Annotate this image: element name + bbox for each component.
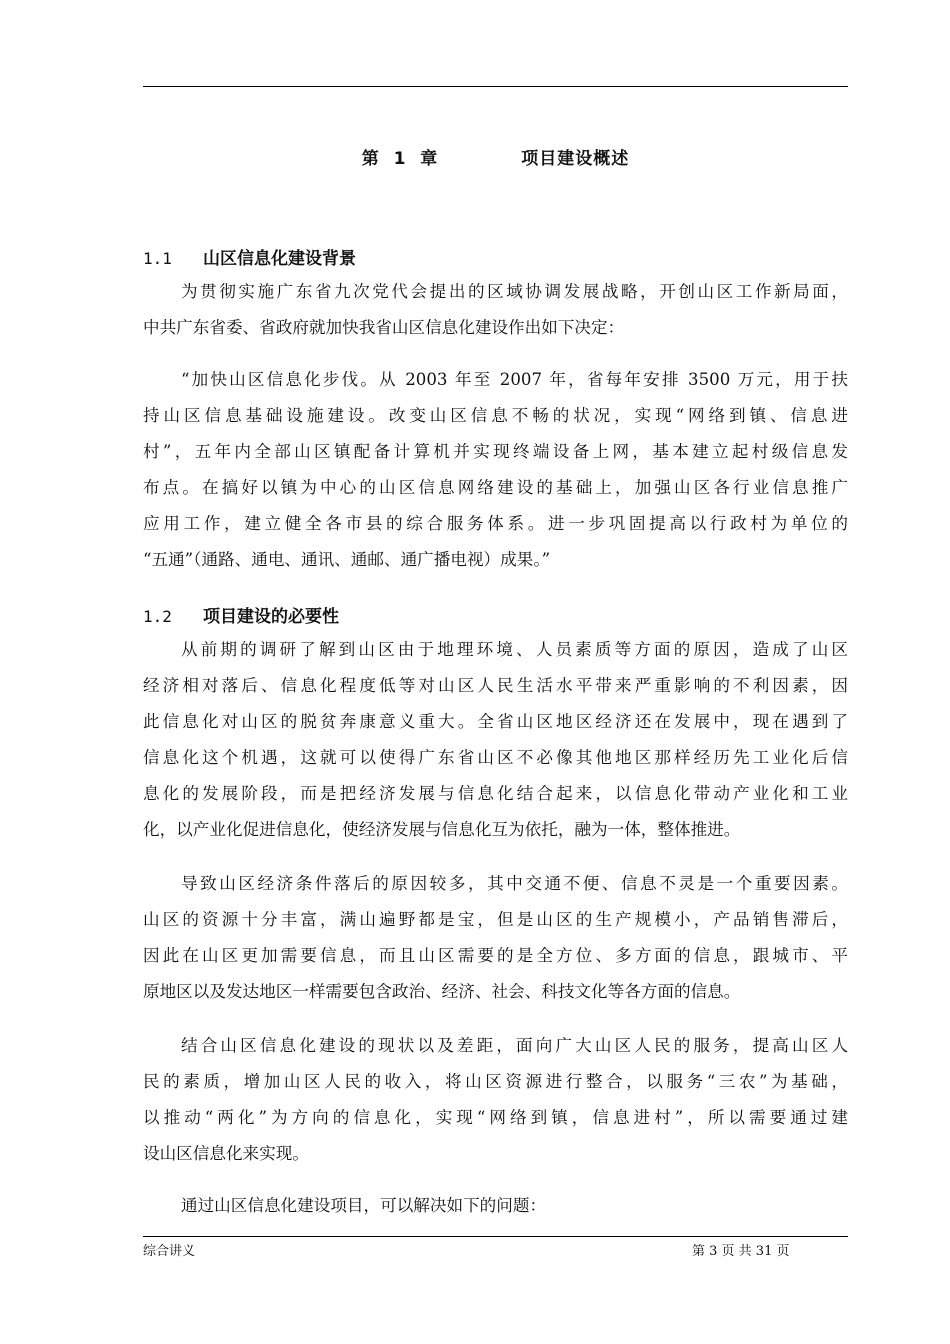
quote-line: “加快山区信息化步伐。从 2003 年至 2007 年，省每年安排 3500 万元，用于扶: [181, 370, 848, 389]
paragraph-line: 山区的资源十分丰富，满山遍野都是宝，但是山区的生产规模小，产品销售滞后，: [143, 910, 848, 929]
footer-rule: [143, 1236, 848, 1237]
paragraph-line: 民的素质，增加山区人民的收入，将山区资源进行整合，以服务“三农”为基础，: [143, 1072, 848, 1091]
quote-line: “五通”（通路、通电、通讯、通邮、通广播电视）成果。”: [143, 550, 551, 569]
section-heading-1-1: [143, 244, 356, 269]
paragraph-line: 为贯彻实施广东省九次党代会提出的区域协调发展战略，开创山区工作新局面，: [181, 282, 848, 301]
paragraph-line: 此信息化对山区的脱贫奔康意义重大。全省山区地区经济还在发展中，现在遇到了: [143, 712, 848, 731]
paragraph-line: 从前期的调研了解到山区由于地理环境、人员素质等方面的原因，造成了山区: [181, 640, 848, 659]
paragraph-line: 结合山区信息化建设的现状以及差距，面向广大山区人民的服务，提高山区人: [181, 1036, 848, 1055]
paragraph-line: 信息化这个机遇，这就可以使得广东省山区不必像其他地区那样经历先工业化后信: [143, 748, 848, 767]
paragraph-line: 通过山区信息化建设项目，可以解决如下的问题：: [181, 1196, 547, 1215]
footer-document-name: 综合讲义: [143, 1244, 196, 1259]
quote-line: 布点。在搞好以镇为中心的山区信息网络建设的基础上，加强山区各行业信息推广: [143, 478, 848, 497]
footer-page-number: 第 3 页 共 31 页: [692, 1244, 790, 1259]
chapter-title: 第 1 章 项目建设概述: [361, 149, 630, 169]
paragraph-line: 化，以产业化促进信息化，使经济发展与信息化互为依托，融为一体，整体推进。: [143, 820, 741, 839]
paragraph-line: 以推动“两化”为方向的信息化，实现“网络到镇，信息进村”，所以需要通过建: [143, 1108, 848, 1127]
paragraph-line: 因此在山区更加需要信息，而且山区需要的是全方位、多方面的信息，跟城市、平: [143, 946, 848, 965]
paragraph-line: 设山区信息化来实现。: [143, 1144, 309, 1163]
section-heading-1-2: [143, 602, 339, 627]
section-number: 1.2: [143, 607, 172, 626]
section-title: 项目建设的必要性: [203, 607, 339, 627]
paragraph-line: 导致山区经济条件落后的原因较多，其中交通不便、信息不灵是一个重要因素。: [181, 874, 848, 893]
paragraph-line: 经济相对落后、信息化程度低等对山区人民生活水平带来严重影响的不利因素，因: [143, 676, 848, 695]
section-title: 山区信息化建设背景: [203, 249, 356, 269]
header-rule: [143, 86, 848, 87]
section-number: 1.1: [143, 249, 172, 268]
quote-line: 村”，五年内全部山区镇配备计算机并实现终端设备上网，基本建立起村级信息发: [143, 442, 848, 461]
paragraph-line: 原地区以及发达地区一样需要包含政治、经济、社会、科技文化等各方面的信息。: [143, 982, 741, 1001]
quote-line: 应用工作，建立健全各市县的综合服务体系。进一步巩固提高以行政村为单位的: [143, 514, 848, 533]
quote-line: 持山区信息基础设施建设。改变山区信息不畅的状况，实现“网络到镇、信息进: [143, 406, 848, 425]
paragraph-line: 息化的发展阶段，而是把经济发展与信息化结合起来，以信息化带动产业化和工业: [143, 784, 848, 803]
paragraph-line: 中共广东省委、省政府就加快我省山区信息化建设作出如下决定：: [143, 318, 625, 337]
